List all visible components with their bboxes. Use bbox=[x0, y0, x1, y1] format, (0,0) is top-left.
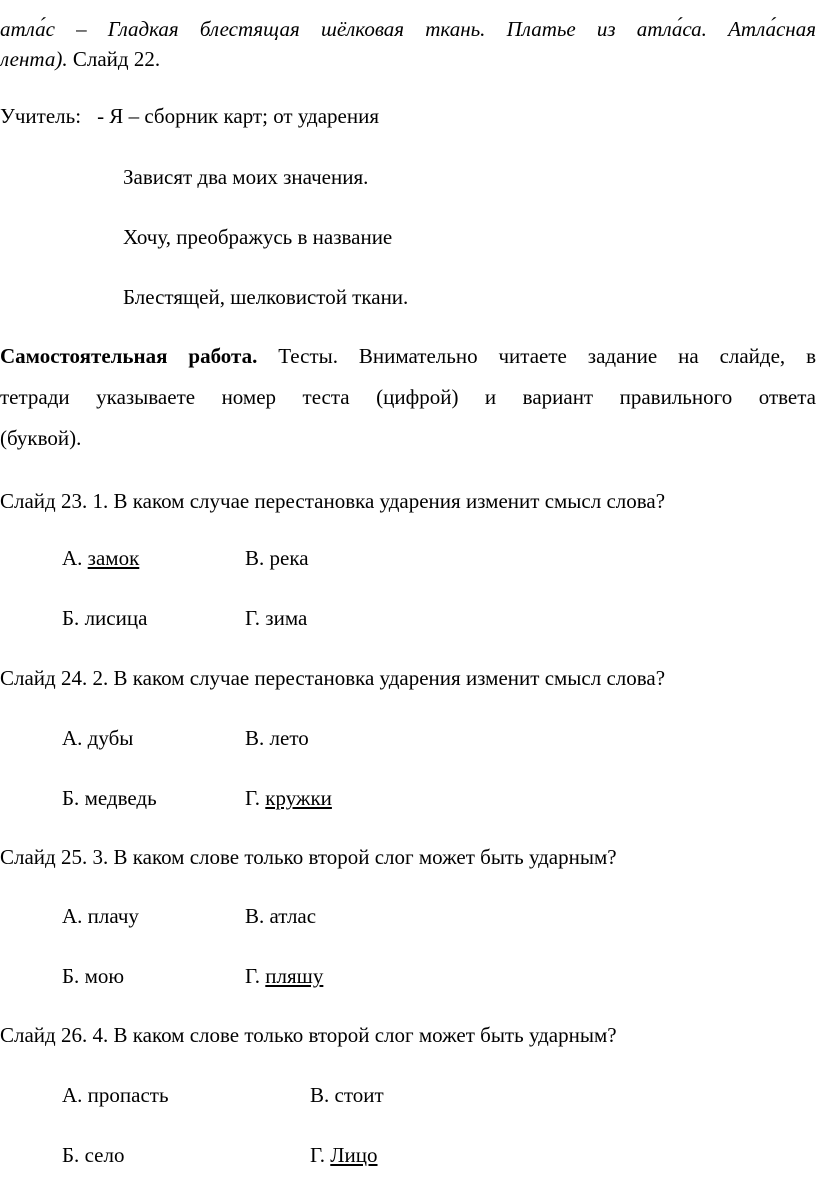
question-4-option-a bbox=[62, 1082, 169, 1108]
option-word: пропасть bbox=[87, 1083, 169, 1107]
question-2-option-a bbox=[62, 725, 133, 751]
option-word: Лицо bbox=[330, 1143, 378, 1167]
option-letter: А. bbox=[62, 904, 88, 928]
question-3-text: Слайд 25. 3. В каком слове только второй слог может быть ударным? bbox=[0, 845, 617, 869]
question-2-option-b bbox=[62, 785, 157, 811]
option-word: замок bbox=[87, 546, 140, 570]
option-word: стоит bbox=[334, 1083, 384, 1107]
option-word: пляшу bbox=[265, 964, 324, 988]
option-letter: В. bbox=[245, 546, 270, 570]
option-letter: А. bbox=[62, 726, 88, 750]
task-line-2: тетради указываете номер теста (цифрой) и вариант правильного ответа bbox=[0, 385, 816, 409]
option-word: мою bbox=[84, 964, 125, 988]
question-1-option-b bbox=[62, 605, 147, 631]
option-word: село bbox=[84, 1143, 125, 1167]
option-letter: Г. bbox=[245, 964, 266, 988]
question-1-option-g bbox=[245, 605, 307, 631]
intro-line-2-italic: лента). bbox=[0, 47, 68, 71]
option-word: дубы bbox=[87, 726, 134, 750]
task-line-3: (буквой). bbox=[0, 426, 82, 450]
question-4-text: Слайд 26. 4. В каком слове только второй слог может быть ударным? bbox=[0, 1023, 617, 1047]
question-4-option-v bbox=[310, 1082, 384, 1108]
question-2-option-g bbox=[245, 785, 332, 811]
riddle-line-3: Хочу, преображусь в название bbox=[123, 225, 393, 249]
riddle-line-1 bbox=[0, 103, 379, 129]
option-letter: А. bbox=[62, 546, 88, 570]
question-4-option-b bbox=[62, 1142, 124, 1168]
option-word: лето bbox=[269, 726, 309, 750]
option-letter: В. bbox=[245, 726, 270, 750]
riddle-speaker: Учитель: bbox=[0, 104, 82, 128]
riddle-line-2: Зависят два моих значения. bbox=[123, 165, 369, 189]
question-1-option-v bbox=[245, 545, 309, 571]
option-letter: А. bbox=[62, 1083, 88, 1107]
option-letter: В. bbox=[310, 1083, 335, 1107]
question-3-option-v bbox=[245, 903, 316, 929]
option-letter: В. bbox=[245, 904, 270, 928]
question-4-option-g bbox=[310, 1142, 378, 1168]
option-word: река bbox=[269, 546, 309, 570]
question-3-option-b bbox=[62, 963, 124, 989]
riddle-text-1: - Я – сборник карт; от ударения bbox=[97, 104, 379, 128]
option-letter: Г. bbox=[245, 786, 266, 810]
question-3-option-a bbox=[62, 903, 139, 929]
option-word: лисица bbox=[84, 606, 148, 630]
question-2-text: Слайд 24. 2. В каком случае перестановка ударения изменит смысл слова? bbox=[0, 666, 666, 690]
option-word: плачу bbox=[87, 904, 139, 928]
intro-slide-ref: Слайд 22. bbox=[67, 47, 161, 71]
question-3-option-g bbox=[245, 963, 323, 989]
option-letter: Б. bbox=[62, 606, 85, 630]
question-2-option-v bbox=[245, 725, 309, 751]
intro-line-1: атла́с – Гладкая блестящая шёлковая ткань. Платье из атла́са. Атла́сная bbox=[0, 17, 816, 41]
option-letter: Г. bbox=[310, 1143, 331, 1167]
task-title: Самостоятельная работа. bbox=[0, 344, 258, 368]
option-word: атлас bbox=[269, 904, 317, 928]
intro-line-2 bbox=[0, 46, 160, 72]
task-text-1: Тесты. Внимательно читаете задание на слайде, в bbox=[257, 344, 816, 368]
option-letter: Б. bbox=[62, 964, 85, 988]
option-letter: Б. bbox=[62, 1143, 85, 1167]
task-line-1 bbox=[0, 343, 816, 369]
question-1-text: Слайд 23. 1. В каком случае перестановка ударения изменит смысл слова? bbox=[0, 489, 666, 513]
option-word: кружки bbox=[265, 786, 332, 810]
option-word: зима bbox=[265, 606, 308, 630]
option-word: медведь bbox=[84, 786, 157, 810]
option-letter: Б. bbox=[62, 786, 85, 810]
question-1-option-a bbox=[62, 545, 139, 571]
option-letter: Г. bbox=[245, 606, 266, 630]
riddle-line-4: Блестящей, шелковистой ткани. bbox=[123, 285, 409, 309]
